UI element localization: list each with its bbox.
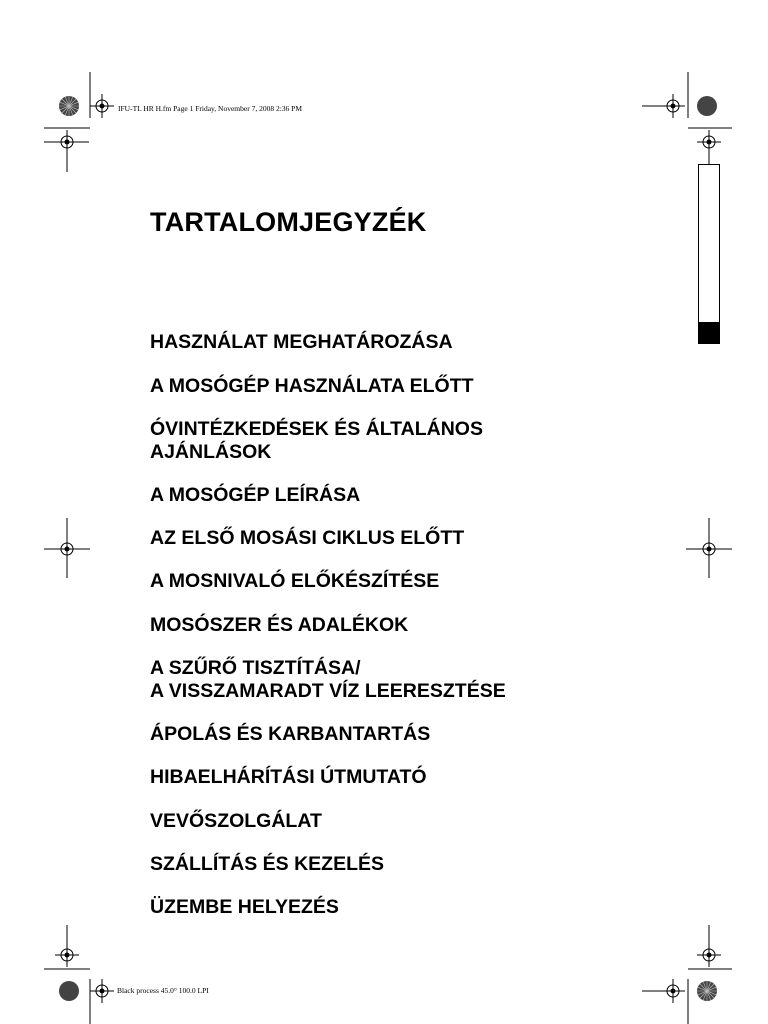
toc-item-line: AJÁNLÁSOK: [150, 441, 272, 463]
toc-item-line: ÁPOLÁS ÉS KARBANTARTÁS: [150, 723, 431, 745]
toc-item: [150, 418, 483, 464]
toc-item-line: A MOSÓGÉP HASZNÁLATA ELŐTT: [150, 375, 474, 397]
print-slug-bottom: Black process 45.0° 100.0 LPI: [117, 986, 209, 995]
toc-item: [150, 766, 427, 789]
toc-item: [150, 527, 464, 550]
starburst-mark-top-right: [697, 96, 717, 116]
registration-mark-top-right: [661, 94, 685, 118]
print-slug-top: IFU-TL HR H.fm Page 1 Friday, November 7, 2008 2:36 PM: [118, 104, 303, 113]
toc-item: [150, 331, 453, 354]
toc-item: [150, 614, 408, 637]
toc-item-line: VEVŐSZOLGÁLAT: [150, 810, 322, 832]
section-tab-fill: [698, 322, 720, 344]
toc-item: [150, 570, 439, 593]
toc-item: [150, 484, 360, 507]
starburst-mark-bottom-left: [59, 981, 79, 1001]
starburst-mark-bottom-right: [697, 981, 717, 1001]
toc-item-line: HASZNÁLAT MEGHATÁROZÁSA: [150, 331, 453, 353]
toc-item: [150, 657, 506, 703]
registration-mark-bottom-right-2: [697, 943, 721, 967]
toc-item: [150, 810, 322, 833]
toc-item-line: SZÁLLÍTÁS ÉS KEZELÉS: [150, 853, 385, 875]
toc-item-line: HIBAELHÁRÍTÁSI ÚTMUTATÓ: [150, 766, 427, 788]
toc-item-line: ÓVINTÉZKEDÉSEK ÉS ÁLTALÁNOS: [150, 418, 483, 440]
toc-item: [150, 723, 430, 746]
toc-item: [150, 853, 384, 876]
registration-mark-top-left: [90, 94, 114, 118]
starburst-mark-top-left: [59, 96, 79, 116]
toc-item: [150, 375, 474, 398]
toc-item: [150, 896, 339, 919]
registration-mark-bottom-left: [90, 979, 114, 1003]
toc-item-line: A MOSNIVALÓ ELŐKÉSZÍTÉSE: [150, 570, 440, 592]
registration-mark-top-left-2: [55, 130, 79, 154]
toc-item-line: AZ ELSŐ MOSÁSI CIKLUS ELŐTT: [150, 527, 465, 549]
toc-item-line: A SZŰRŐ TISZTÍTÁSA/: [150, 657, 361, 679]
registration-mark-bottom-left-2: [55, 943, 79, 967]
toc-item-line: A MOSÓGÉP LEÍRÁSA: [150, 484, 361, 506]
section-tab-indicator: [698, 164, 720, 344]
registration-mark-top-right-2: [697, 130, 721, 154]
toc-item-line: ÜZEMBE HELYEZÉS: [150, 896, 339, 918]
page-title: TARTALOMJEGYZÉK: [150, 207, 427, 237]
registration-mark-bottom-right: [661, 979, 685, 1003]
toc-item-line: A VISSZAMARADT VÍZ LEERESZTÉSE: [150, 680, 506, 702]
toc-item-line: MOSÓSZER ÉS ADALÉKOK: [150, 614, 409, 636]
